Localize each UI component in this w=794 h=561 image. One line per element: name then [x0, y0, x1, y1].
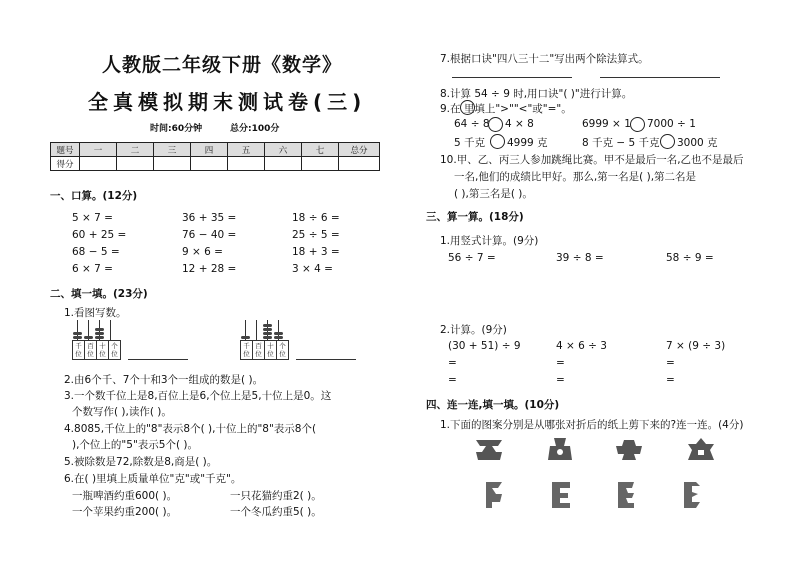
section-2-heading: 二、填一填。(23分): [50, 288, 148, 300]
compare-item-left: 8 千克 − 5 千克: [582, 137, 660, 149]
score-table-header-cell: 五: [228, 143, 265, 157]
equals-sign: =: [556, 357, 565, 369]
question-2-3: 3.一个数千位上是8,百位上是6,个位上是5,十位上是0。这: [64, 390, 332, 402]
question-2-10: 10.甲、乙、丙三人参加跳绳比赛。甲不是最后一名,乙也不是最后: [440, 154, 744, 166]
score-table-header-cell: 六: [265, 143, 302, 157]
score-cell[interactable]: [191, 157, 228, 171]
score-cell[interactable]: [339, 157, 380, 171]
abacus-label: 个位: [111, 342, 118, 358]
oral-calc-item: 3 × 4 =: [292, 263, 333, 275]
compare-item-right: 4999 克: [507, 137, 548, 149]
question-2-8: 8.计算 54 ÷ 9 时,用口诀"( )"进行计算。: [440, 88, 633, 100]
answer-line[interactable]: [296, 358, 356, 360]
compare-item-right: 7000 ÷ 1: [647, 118, 696, 130]
oral-calc-item: 12 + 28 =: [182, 263, 237, 275]
question-2-4-cont: ),个位上的"5"表示5个( )。: [72, 439, 198, 451]
oral-calc-item: 76 − 40 =: [182, 229, 237, 241]
question-2-5: 5.被除数是72,除数是8,商是( )。: [64, 456, 218, 468]
oral-calc-item: 18 ÷ 6 =: [292, 212, 340, 224]
question-2-7: 7.根据口诀"四八三十二"写出两个除法算式。: [440, 53, 649, 65]
score-table-header-cell: 七: [302, 143, 339, 157]
abacus-label: 十位: [97, 341, 109, 359]
vertical-calc-item: 58 ÷ 9 =: [666, 252, 714, 264]
oral-calc-item: 68 − 5 =: [72, 246, 120, 258]
question-2-3-cont: 个数写作( ),读作( )。: [72, 406, 172, 418]
question-2-10-cont: ( ),第三名是( )。: [454, 188, 533, 200]
section-1-heading: 一、口算。(12分): [50, 190, 138, 202]
score-cell[interactable]: [265, 157, 302, 171]
score-cell[interactable]: [302, 157, 339, 171]
oral-calc-item: 6 × 7 =: [72, 263, 113, 275]
question-2-9: 9.在 里填上">""<"或"="。: [440, 103, 572, 115]
question-2-10-cont: 一名,他们的成绩比甲好。那么,第一名是( ),第二名是: [454, 171, 697, 183]
abacus-label: 十位: [265, 341, 277, 359]
score-table-header-cell: 一: [80, 143, 117, 157]
vertical-calc-item: 56 ÷ 7 =: [448, 252, 496, 264]
folded-paper-icon[interactable]: [616, 480, 638, 510]
folded-paper-icon[interactable]: [682, 480, 704, 510]
mixed-calc-item: (30 + 51) ÷ 9: [448, 340, 521, 352]
question-2-2: 2.由6个千、7个十和3个一组成的数是( )。: [64, 374, 264, 386]
abacus-picture-2: [240, 320, 286, 360]
equals-sign: =: [556, 374, 565, 386]
compare-item-left: 5 千克: [454, 137, 486, 149]
mixed-calc-item: 7 × (9 ÷ 3): [666, 340, 726, 352]
time-limit: 时间:60分钟: [150, 124, 203, 134]
compare-circle[interactable]: [488, 117, 503, 132]
question-2-1: 1.看图写数。: [64, 307, 127, 319]
abacus-label: 千位: [241, 341, 253, 359]
section-4-heading: 四、连一连,填一填。(10分): [426, 399, 560, 411]
question-2-6: 6.在( )里填上质量单位"克"或"千克"。: [64, 473, 242, 485]
oral-calc-item: 25 ÷ 5 =: [292, 229, 340, 241]
paper-subtitle: 全真模拟期末测试卷(三): [88, 90, 367, 114]
equals-sign: =: [666, 374, 675, 386]
cutout-pattern-icon[interactable]: [686, 436, 716, 462]
abacus-picture-1: [72, 320, 118, 360]
compare-circle[interactable]: [490, 134, 505, 149]
compare-item-left: 6999 × 1: [582, 118, 631, 130]
oral-calc-item: 36 + 35 =: [182, 212, 237, 224]
abacus-label: 百位: [253, 341, 265, 359]
score-table-header-cell: 题号: [51, 143, 80, 157]
equals-sign: =: [448, 374, 457, 386]
score-table-header-cell: 三: [154, 143, 191, 157]
question-2-6-c: 一个苹果约重200( )。: [72, 506, 178, 518]
compare-item-right: 4 × 8: [505, 118, 534, 130]
score-table: [50, 142, 380, 171]
cutout-pattern-icon[interactable]: [614, 438, 644, 462]
oral-calc-item: 18 + 3 =: [292, 246, 340, 258]
question-2-6-d: 一个冬瓜约重5( )。: [230, 506, 322, 518]
question-2-6-a: 一瓶啤酒约重600( )。: [72, 490, 178, 502]
folded-paper-icon[interactable]: [550, 480, 572, 510]
question-2-6-b: 一只花猫约重2( )。: [230, 490, 322, 502]
mixed-calc-item: 4 × 6 ÷ 3: [556, 340, 607, 352]
abacus-label: 个位: [279, 342, 286, 358]
compare-circle[interactable]: [460, 100, 475, 115]
question-4-1: 1.下面的图案分别是从哪张对折后的纸上剪下来的?连一连。(4分): [440, 419, 744, 431]
compare-item-right: 3000 克: [677, 137, 718, 149]
score-cell[interactable]: [228, 157, 265, 171]
score-cell[interactable]: [117, 157, 154, 171]
folded-paper-icon[interactable]: [484, 480, 506, 510]
question-3-2: 2.计算。(9分): [440, 324, 507, 336]
cutout-pattern-icon[interactable]: [474, 438, 504, 462]
score-row-label: 得分: [51, 157, 80, 171]
cutout-pattern-icon[interactable]: [546, 436, 574, 462]
oral-calc-item: 60 + 25 =: [72, 229, 127, 241]
compare-item-left: 64 ÷ 8: [454, 118, 490, 130]
answer-line[interactable]: [600, 76, 720, 78]
vertical-calc-item: 39 ÷ 8 =: [556, 252, 604, 264]
score-table-header-cell: 二: [117, 143, 154, 157]
paper-title: 人教版二年级下册《数学》: [102, 54, 343, 76]
question-2-4: 4.8085,千位上的"8"表示8个( ),十位上的"8"表示8个(: [64, 423, 317, 435]
compare-circle[interactable]: [660, 134, 675, 149]
score-cell[interactable]: [154, 157, 191, 171]
equals-sign: =: [448, 357, 457, 369]
question-3-1: 1.用竖式计算。(9分): [440, 235, 539, 247]
equals-sign: =: [666, 357, 675, 369]
oral-calc-item: 9 × 6 =: [182, 246, 223, 258]
total-score: 总分:100分: [230, 124, 280, 134]
score-table-header-cell: 总分: [339, 143, 380, 157]
score-cell[interactable]: [80, 157, 117, 171]
compare-circle[interactable]: [630, 117, 645, 132]
section-3-heading: 三、算一算。(18分): [426, 211, 524, 223]
abacus-label: 千位: [73, 341, 85, 359]
answer-line[interactable]: [128, 358, 188, 360]
oral-calc-item: 5 × 7 =: [72, 212, 113, 224]
answer-line[interactable]: [452, 76, 572, 78]
abacus-label: 百位: [85, 341, 97, 359]
score-table-header-cell: 四: [191, 143, 228, 157]
